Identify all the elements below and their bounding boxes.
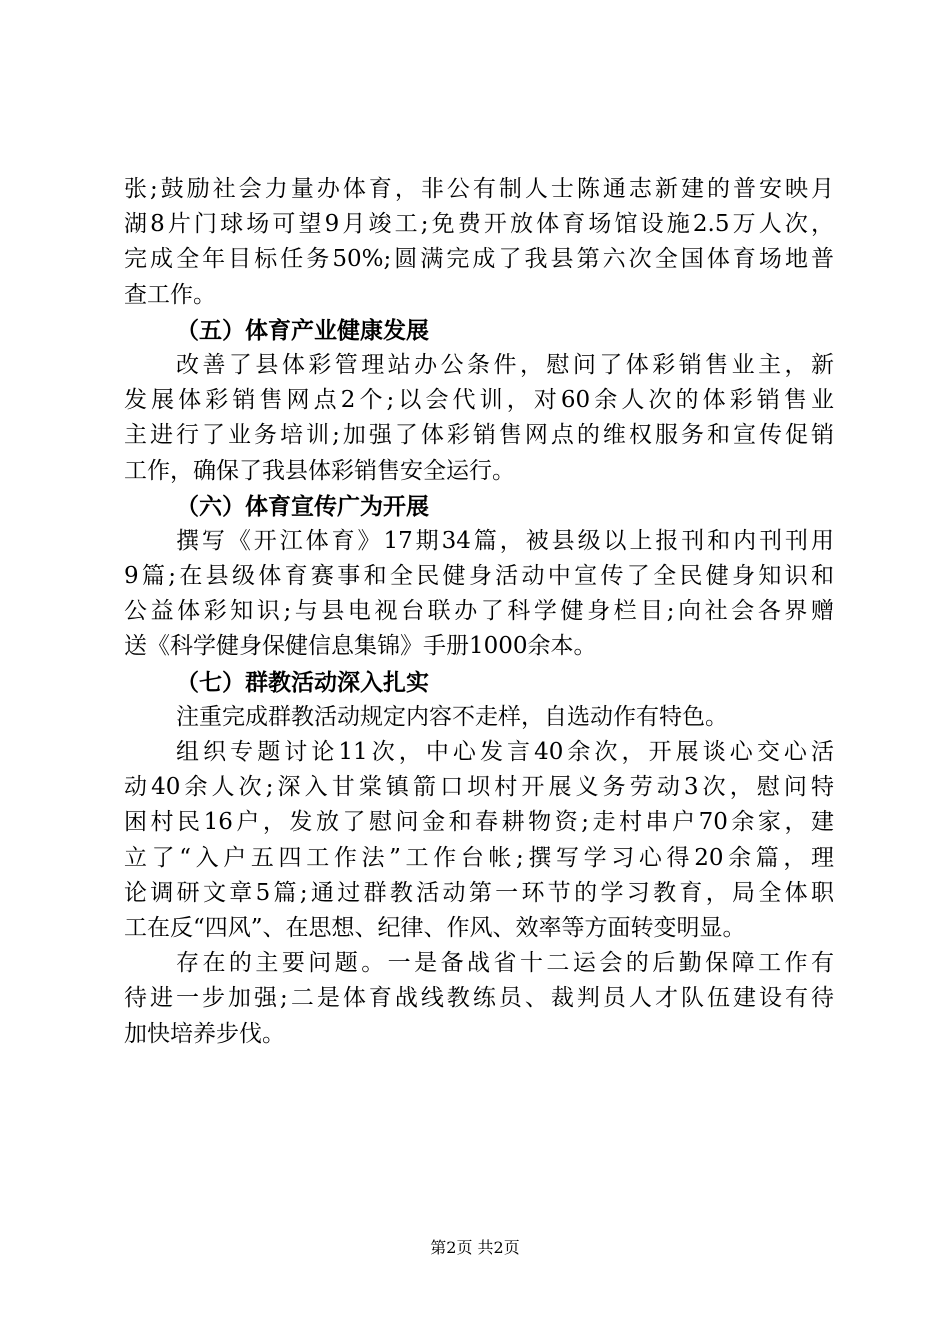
- section-heading: （五）体育产业健康发展: [176, 316, 429, 344]
- paragraph-line: 论调研文章5篇;通过群教活动第一环节的学习教育，局全体职: [124, 879, 834, 906]
- paragraph-line: 动40余人次;深入甘棠镇箭口坝村开展义务劳动3次，慰问特: [124, 774, 834, 801]
- paragraph-line: 公益体彩知识;与县电视台联办了科学健身栏目;向社会各界赠: [124, 598, 834, 625]
- paragraph-line: 工在反“四风”、在思想、纪律、作风、效率等方面转变明显。: [124, 914, 746, 941]
- section-heading: （七）群教活动深入扎实: [176, 668, 429, 696]
- paragraph-line: 发展体彩销售网点2个;以会代训，对60余人次的体彩销售业: [124, 387, 834, 414]
- paragraph-line: 立了“入户五四工作法”工作台帐;撰写学习心得20余篇，理: [124, 844, 834, 871]
- paragraph-line: 查工作。: [124, 281, 216, 308]
- paragraph-line: 送《科学健身保健信息集锦》手册1000余本。: [124, 633, 597, 660]
- paragraph-line: 9篇;在县级体育赛事和全民健身活动中宣传了全民健身知识和: [124, 563, 834, 590]
- paragraph-line: 存在的主要问题。一是备战省十二运会的后勤保障工作有: [176, 950, 834, 977]
- paragraph-line: 加快培养步伐。: [124, 1020, 285, 1047]
- paragraph-line: 湖8片门球场可望9月竣工;免费开放体育场馆设施2.5万人次，: [124, 211, 834, 238]
- paragraph-line: 待进一步加强;二是体育战线教练员、裁判员人才队伍建设有待: [124, 985, 834, 1012]
- paragraph-line: 困村民16户，发放了慰问金和春耕物资;走村串户70余家，建: [124, 809, 834, 836]
- paragraph-line: 工作，确保了我县体彩销售安全运行。: [124, 457, 515, 484]
- document-body: [124, 172, 834, 1052]
- page-number-footer: 第2页 共2页: [430, 1238, 520, 1257]
- paragraph-line: 完成全年目标任务50%;圆满完成了我县第六次全国体育场地普: [124, 246, 834, 273]
- paragraph-line: 张;鼓励社会力量办体育，非公有制人士陈通志新建的普安映月: [124, 176, 834, 202]
- paragraph-line: 改善了县体彩管理站办公条件，慰问了体彩销售业主，新: [176, 351, 834, 378]
- paragraph-line: 撰写《开江体育》17期34篇，被县级以上报刊和内刊刊用: [176, 527, 834, 554]
- paragraph-line: 主进行了业务培训;加强了体彩销售网点的维权服务和宣传促销: [124, 422, 834, 449]
- section-heading: （六）体育宣传广为开展: [176, 492, 429, 520]
- paragraph-line: 组织专题讨论11次，中心发言40余次，开展谈心交心活: [176, 739, 834, 765]
- paragraph-line: 注重完成群教活动规定内容不走样，自选动作有特色。: [176, 703, 728, 730]
